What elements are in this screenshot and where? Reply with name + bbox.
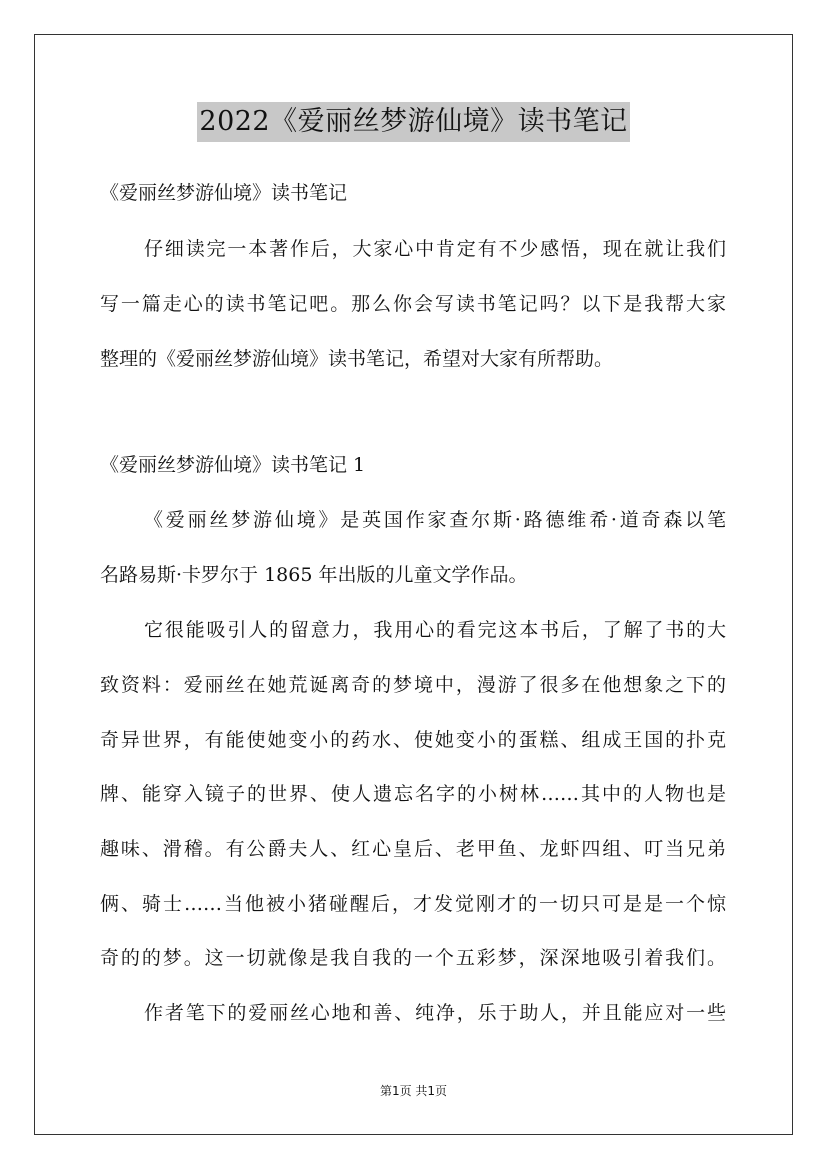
- intro-line-3: 整理的《爱丽丝梦游仙境》读书笔记，希望对大家有所帮助。: [100, 348, 614, 370]
- para1-line-1: 《爱丽丝梦游仙境》是英国作家查尔斯·路德维希·道奇森以笔: [144, 509, 726, 531]
- para2-line-3: 奇异世界，有能使她变小的药水、使她变小的蛋糕、组成王国的扑克: [100, 729, 726, 751]
- document-title: 2022《爱丽丝梦游仙境》读书笔记: [197, 102, 629, 142]
- para2-line-5: 趣味、滑稽。有公爵夫人、红心皇后、老甲鱼、龙虾四组、叮当兄弟: [100, 838, 726, 860]
- page-number: 第1页 共1页: [379, 1084, 448, 1098]
- para1-line-2: 名路易斯·卡罗尔于 1865 年出版的儿童文学作品。: [100, 564, 528, 586]
- section-heading: 《爱丽丝梦游仙境》读书笔记 1: [100, 454, 366, 476]
- intro-line-1: 仔细读完一本著作后，大家心中肯定有不少感悟，现在就让我们: [144, 238, 726, 260]
- document-subtitle: 《爱丽丝梦游仙境》读书笔记: [100, 182, 348, 204]
- para2-line-6: 俩、骑士……当他被小猪碰醒后，才发觉刚才的一切只可是是一个惊: [100, 893, 726, 915]
- para2-line-2: 致资料：爱丽丝在她荒诞离奇的梦境中，漫游了很多在他想象之下的: [100, 674, 726, 696]
- title-container: [0, 102, 827, 142]
- para2-line-7: 奇的的梦。这一切就像是我自我的一个五彩梦，深深地吸引着我们。: [100, 947, 726, 969]
- intro-line-2: 写一篇走心的读书笔记吧。那么你会写读书笔记吗？以下是我帮大家: [100, 293, 726, 315]
- para2-line-1: 它很能吸引人的留意力，我用心的看完这本书后，了解了书的大: [144, 619, 726, 641]
- para2-line-4: 牌、能穿入镜子的世界、使人遗忘名字的小树林……其中的人物也是: [100, 783, 726, 805]
- para3-line-1: 作者笔下的爱丽丝心地和善、纯净，乐于助人，并且能应对一些: [144, 1002, 726, 1024]
